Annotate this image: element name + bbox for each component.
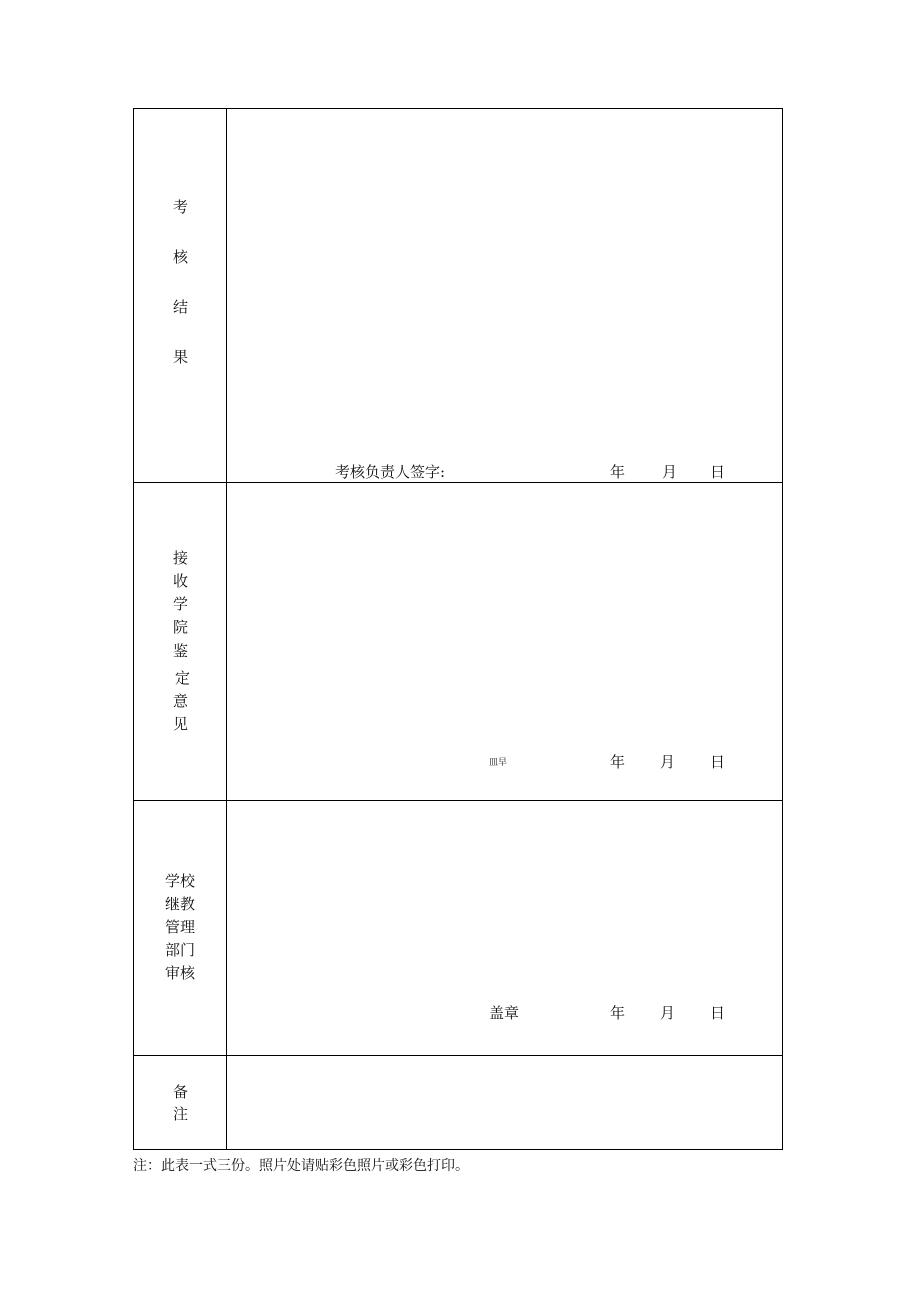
college-label-char: 鉴 bbox=[173, 642, 189, 660]
assessment-label-char: 考 bbox=[173, 198, 189, 216]
remarks-label-char: 注 bbox=[173, 1105, 189, 1123]
school-label-line: 学校 bbox=[165, 872, 196, 890]
college-label-char: 见 bbox=[173, 715, 189, 733]
college-label-char: 接 bbox=[173, 549, 189, 567]
college-label-char: 院 bbox=[173, 618, 189, 636]
remarks-content-area[interactable] bbox=[227, 1056, 783, 1149]
school-label-line: 部门 bbox=[165, 941, 196, 959]
month-label: 月 bbox=[660, 1004, 676, 1022]
college-label-char: 收 bbox=[173, 572, 189, 590]
assessment-content-area[interactable] bbox=[227, 109, 783, 449]
seal-label: 盖章 bbox=[489, 1004, 520, 1022]
school-label-line: 继教 bbox=[165, 895, 196, 913]
day-label: 日 bbox=[710, 1004, 726, 1022]
footnote: 注：此表一式三份。照片处请贴彩色照片或彩色打印。 bbox=[133, 1158, 469, 1174]
day-label: 日 bbox=[710, 463, 726, 481]
year-label: 年 bbox=[610, 1004, 626, 1022]
remarks-label-char: 备 bbox=[173, 1083, 189, 1101]
college-label-char: 学 bbox=[173, 595, 189, 613]
month-label: 月 bbox=[660, 753, 676, 771]
school-label-line: 管理 bbox=[165, 918, 196, 936]
school-review-content-area[interactable] bbox=[227, 801, 783, 991]
school-label-line: 审核 bbox=[165, 964, 196, 982]
college-opinion-content-area[interactable] bbox=[227, 483, 783, 743]
assessment-label-char: 果 bbox=[173, 348, 189, 366]
seal-label: 皿早 bbox=[489, 758, 508, 768]
college-label-char: 意 bbox=[173, 692, 189, 710]
year-label: 年 bbox=[610, 463, 626, 481]
month-label: 月 bbox=[662, 463, 678, 481]
registration-form-table bbox=[133, 108, 783, 1150]
college-label-char: 定 bbox=[175, 669, 191, 687]
year-label: 年 bbox=[610, 753, 626, 771]
day-label: 日 bbox=[710, 753, 726, 771]
assessment-label-char: 结 bbox=[173, 298, 189, 316]
assessment-label-char: 核 bbox=[173, 248, 189, 266]
signature-label: 考核负责人签字: bbox=[335, 463, 446, 481]
